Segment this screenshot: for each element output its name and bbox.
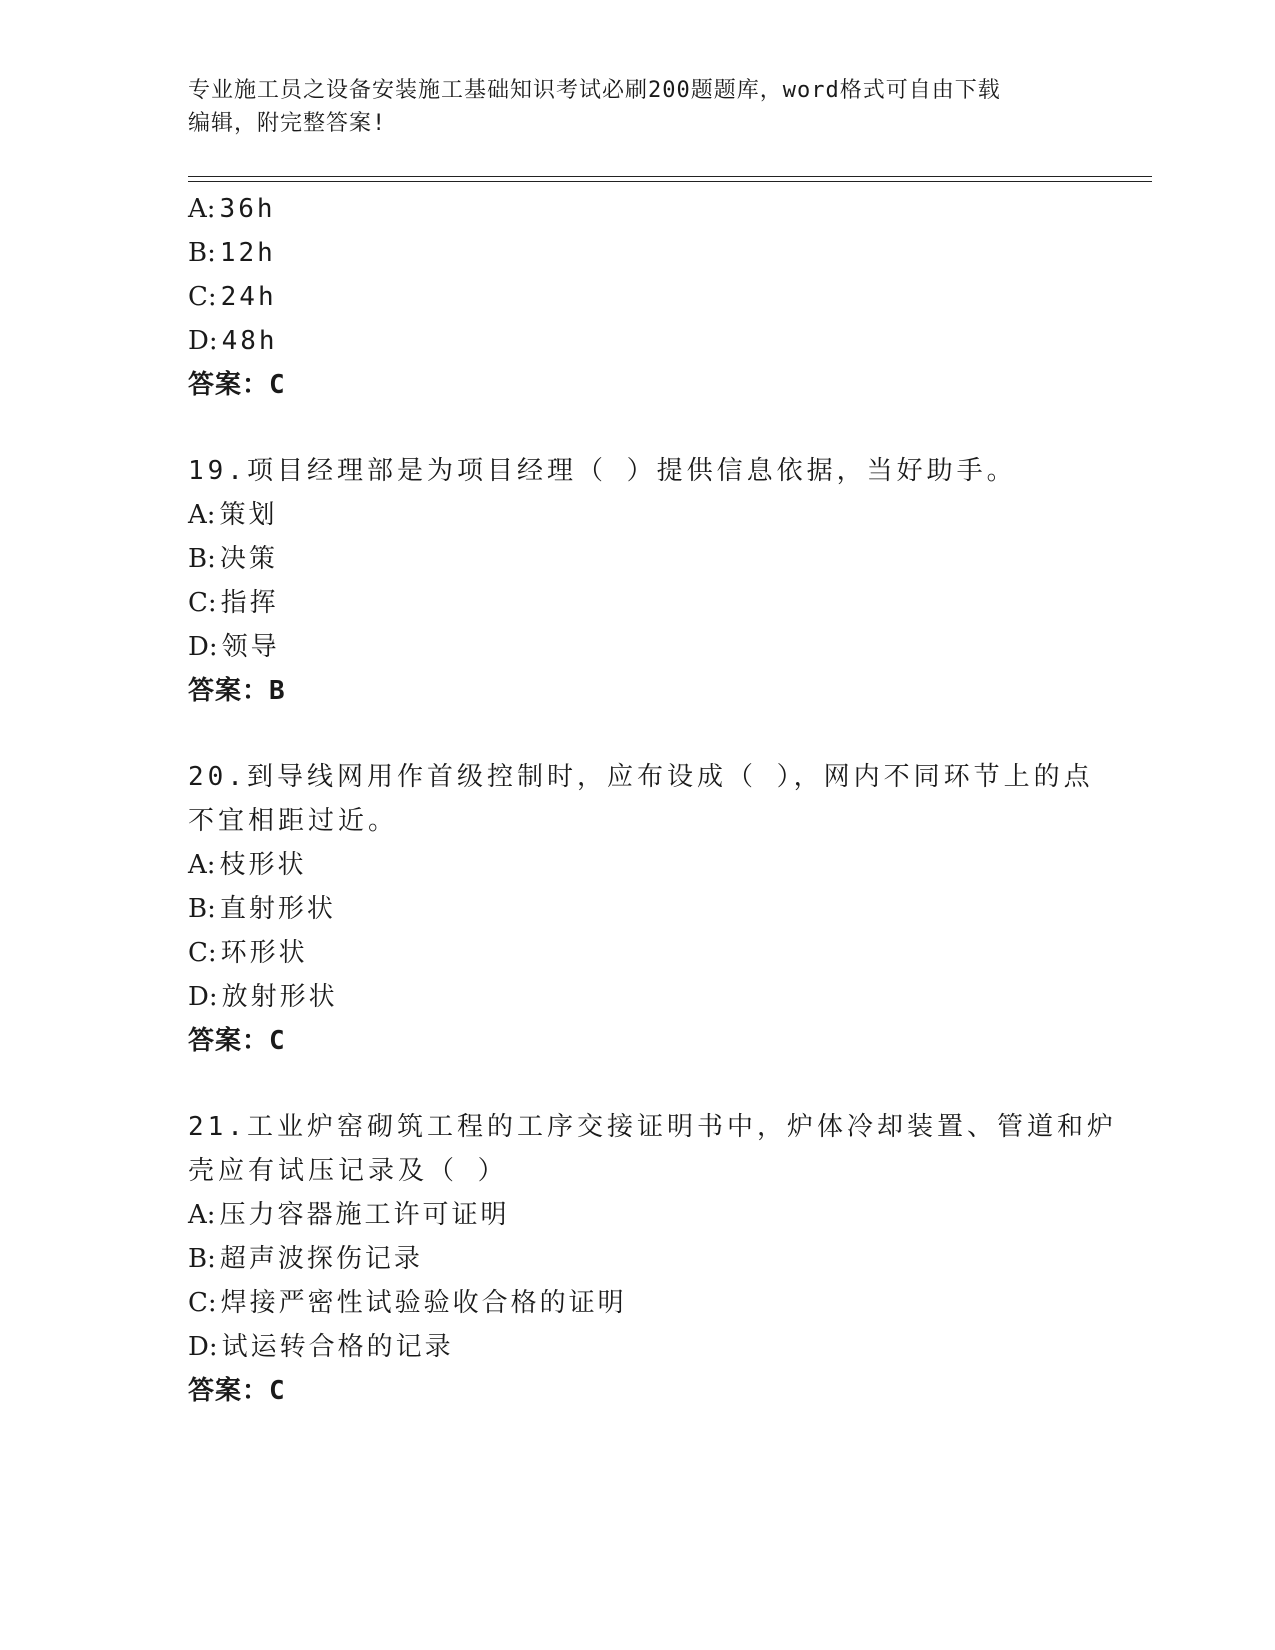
- option-text: 24h: [220, 282, 277, 312]
- option-label: A:: [188, 850, 216, 880]
- option-text: 12h: [219, 238, 276, 268]
- q20-option-d: [188, 980, 338, 1014]
- q20-option-a: [188, 848, 307, 882]
- header-divider-bottom: [188, 181, 1152, 182]
- option-label: D:: [188, 632, 218, 662]
- option-label: B:: [188, 544, 216, 574]
- option-label: D:: [188, 326, 218, 356]
- q18-answer: 答案：C: [188, 370, 286, 400]
- option-text: 试运转合格的记录: [221, 1332, 454, 1362]
- option-label: C:: [188, 938, 217, 968]
- q18-option-d: [188, 324, 278, 358]
- option-label: C:: [188, 1288, 217, 1318]
- q19-answer: 答案：B: [188, 676, 286, 706]
- option-text: 直射形状: [219, 894, 336, 924]
- option-text: 指挥: [220, 588, 279, 618]
- option-text: 焊接严密性试验验收合格的证明: [220, 1288, 627, 1318]
- option-label: B:: [188, 894, 216, 924]
- header-line-1: 专业施工员之设备安装施工基础知识考试必刷200题题库，word格式可自由下载: [188, 78, 1001, 103]
- q21-stem-line-1: 21.工业炉窑砌筑工程的工序交接证明书中，炉体冷却装置、管道和炉: [188, 1112, 1117, 1142]
- q20-answer: 答案：C: [188, 1026, 286, 1056]
- option-label: A:: [188, 194, 216, 224]
- q20-stem-line-1: 20.到导线网用作首级控制时，应布设成（ ），网内不同环节上的点: [188, 762, 1094, 792]
- q20-option-c: [188, 936, 308, 970]
- document-header: [188, 74, 1088, 140]
- q20-option-b: [188, 892, 336, 926]
- q21-answer: 答案：C: [188, 1376, 286, 1406]
- q18-option-c: [188, 280, 277, 314]
- option-text: 超声波探伤记录: [219, 1244, 423, 1274]
- q19-stem: 19.项目经理部是为项目经理（ ）提供信息依据，当好助手。: [188, 456, 1017, 486]
- option-text: 36h: [219, 194, 276, 224]
- option-label: A:: [188, 500, 216, 530]
- option-text: 环形状: [220, 938, 308, 968]
- q21-option-b: [188, 1242, 423, 1276]
- q21-stem-line-2: 壳应有试压记录及（ ）: [188, 1156, 508, 1186]
- q19-option-b: [188, 542, 278, 576]
- q18-option-b: [188, 236, 276, 270]
- q20-stem-line-2: 不宜相距过近。: [188, 806, 399, 836]
- option-label: B:: [188, 1244, 216, 1274]
- option-label: B:: [188, 238, 216, 268]
- option-label: A:: [188, 1200, 216, 1230]
- option-label: C:: [188, 282, 217, 312]
- option-text: 领导: [221, 632, 280, 662]
- option-text: 策划: [219, 500, 278, 530]
- q19-option-a: [188, 498, 278, 532]
- option-label: D:: [188, 982, 218, 1012]
- q19-option-d: [188, 630, 280, 664]
- q21-option-a: [188, 1198, 510, 1232]
- option-text: 枝形状: [219, 850, 307, 880]
- option-text: 压力容器施工许可证明: [219, 1200, 510, 1230]
- option-text: 决策: [219, 544, 278, 574]
- q21-option-d: [188, 1330, 454, 1364]
- option-label: C:: [188, 588, 217, 618]
- option-text: 48h: [221, 326, 278, 356]
- option-label: D:: [188, 1332, 218, 1362]
- header-line-2: 编辑，附完整答案!: [188, 111, 387, 136]
- q21-option-c: [188, 1286, 627, 1320]
- q18-option-a: [188, 192, 276, 226]
- q19-option-c: [188, 586, 279, 620]
- header-divider-top: [188, 176, 1152, 177]
- option-text: 放射形状: [221, 982, 338, 1012]
